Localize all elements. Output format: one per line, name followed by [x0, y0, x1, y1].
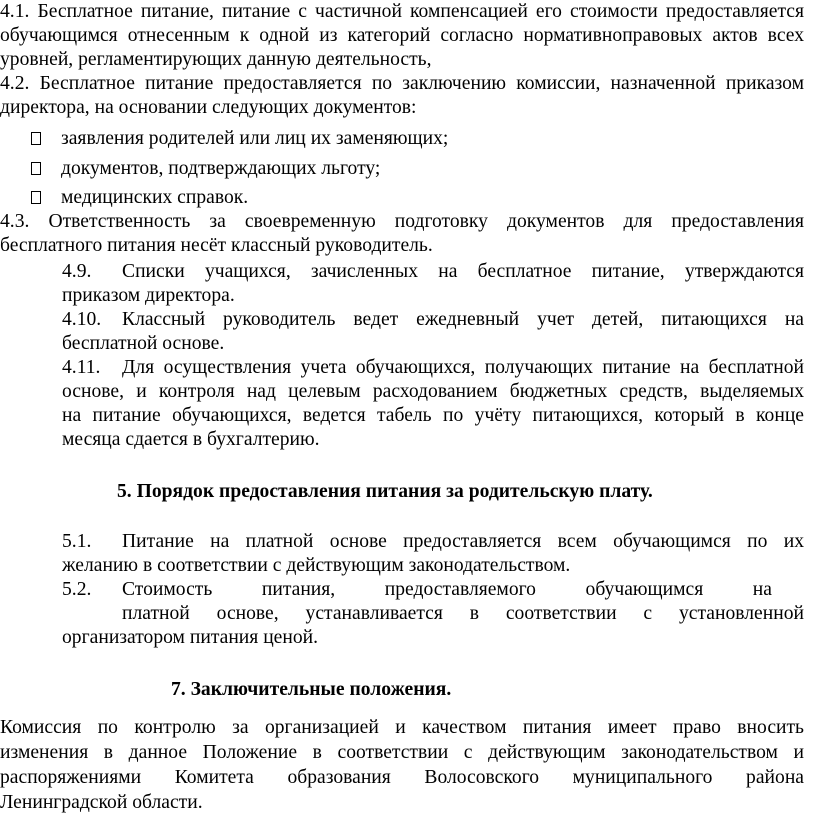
- bullet-item: заявления родителей или лиц их заменяющих;: [61, 128, 449, 149]
- paragraph-line: основе, и контроля над целевым расходованием бюджетных средств, выделяемых: [62, 381, 804, 402]
- paragraph-line: Классный руководитель ведет ежедневный учет детей, питающихся на: [122, 309, 804, 330]
- paragraph-line: бесплатной основе.: [62, 333, 225, 354]
- item-number: 5.1.: [62, 531, 92, 552]
- item-number: 5.2.: [62, 579, 92, 600]
- paragraph-line: Ленинградской области.: [0, 792, 203, 813]
- paragraph-line: Стоимость питания, предоставляемого обучающимся на: [122, 579, 772, 600]
- paragraph-line: организатором питания ценой.: [62, 627, 319, 648]
- paragraph-line: изменения в данное Положение в соответствии с действующим законодательством и: [0, 742, 804, 763]
- bullet-square-icon: [31, 132, 41, 145]
- paragraph-line: приказом директора.: [62, 285, 235, 306]
- paragraph-line: 4.3. Ответственность за своевременную подготовку документов для предоставления: [0, 211, 804, 232]
- paragraph-line: платной основе, устанавливается в соответствии с установленной: [122, 603, 804, 624]
- section-heading: 7. Заключительные положения.: [171, 679, 452, 700]
- paragraph-line: месяца сдается в бухгалтерию.: [62, 429, 320, 450]
- paragraph-line: 4.2. Бесплатное питание предоставляется по заключению комиссии, назначенной приказом: [0, 73, 804, 94]
- paragraph-line: на питание обучающихся, ведется табель по учёту питающихся, который в конце: [62, 405, 804, 426]
- paragraph-line: уровней, регламентирующих данную деятельность,: [0, 49, 432, 70]
- paragraph-line: Для осуществления учета обучающихся, получающих питание на бесплатной: [122, 357, 804, 378]
- bullet-square-icon: [31, 162, 41, 175]
- paragraph-line: Комиссия по контролю за организацией и качеством питания имеет право вносить: [0, 717, 804, 738]
- paragraph-line: 4.1. Бесплатное питание, питание с частичной компенсацией его стоимости предоставляется: [0, 1, 804, 22]
- section-heading: 5. Порядок предоставления питания за родительскую плату.: [117, 481, 653, 502]
- bullet-square-icon: [31, 191, 41, 204]
- paragraph-line: желанию в соответствии с действующим законодательством.: [62, 555, 571, 576]
- paragraph-line: Питание на платной основе предоставляется всем обучающимся по их: [122, 531, 804, 552]
- item-number: 4.10.: [62, 309, 102, 330]
- paragraph-line: бесплатного питания несёт классный руководитель.: [0, 235, 433, 256]
- item-number: 4.9.: [62, 261, 92, 282]
- item-number: 4.11.: [62, 357, 101, 378]
- paragraph-line: распоряжениями Комитета образования Волосовского муниципального района: [0, 767, 804, 788]
- bullet-item: медицинских справок.: [61, 187, 249, 208]
- paragraph-line: обучающимся отнесенным к одной из категорий согласно нормативноправовых актов всех: [0, 25, 804, 46]
- paragraph-line: директора, на основании следующих документов:: [0, 97, 417, 118]
- paragraph-line: Списки учащихся, зачисленных на бесплатное питание, утверждаются: [122, 261, 804, 282]
- bullet-item: документов, подтверждающих льготу;: [61, 158, 381, 179]
